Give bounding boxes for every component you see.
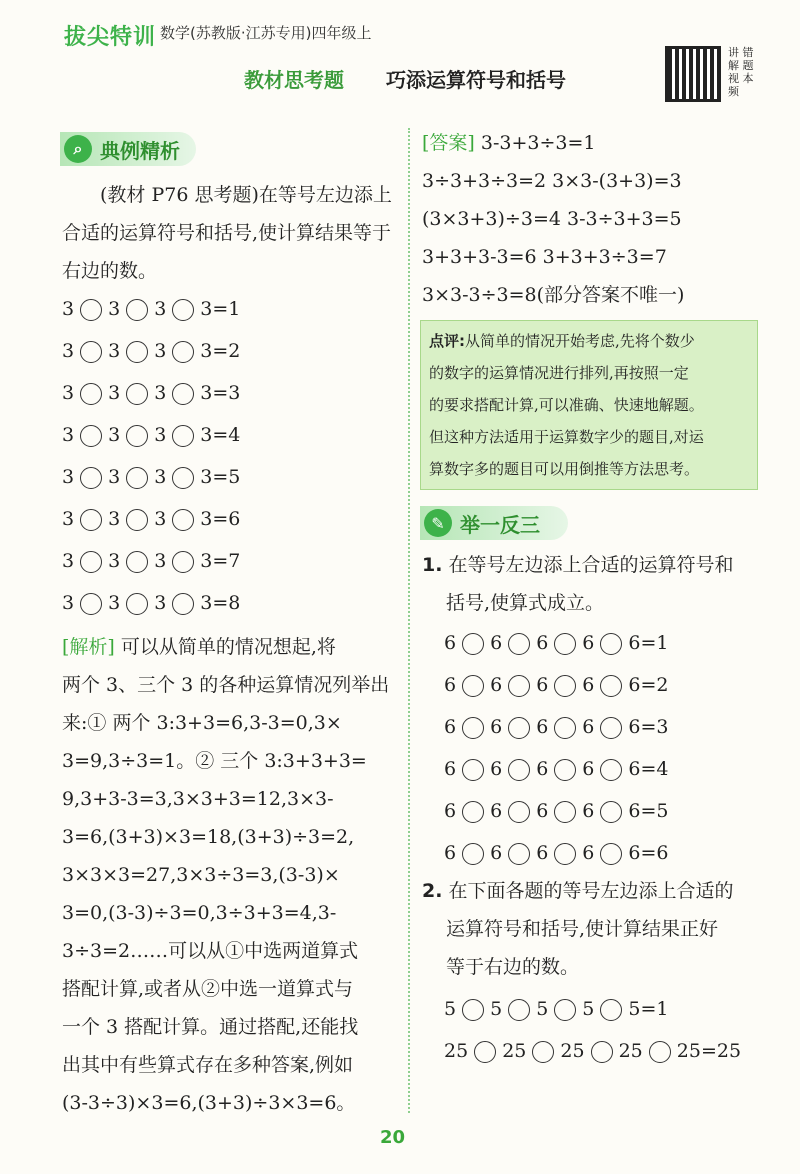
operand: 3	[62, 298, 75, 320]
operand: 6	[536, 800, 549, 822]
answer-line: (3×3+3)÷3=4 3-3÷3+3=5	[422, 208, 682, 230]
operand: 6	[444, 800, 457, 822]
question-1	[422, 546, 762, 622]
blank-circle-input[interactable]	[172, 593, 194, 615]
blank-circle-input[interactable]	[508, 759, 530, 781]
comment-line: 的要求搭配计算,可以准确、快速地解题。	[429, 396, 704, 414]
operand: 6	[444, 758, 457, 780]
qr-label-col1: 讲解视频	[728, 46, 739, 98]
q2-equation	[444, 988, 741, 1030]
analysis-line: 9,3+3-3=3,3×3+3=12,3×3-	[62, 788, 334, 810]
example-heading-label: 典例精析	[100, 138, 180, 163]
operand: 3	[62, 592, 75, 614]
operand: 5	[582, 998, 595, 1020]
blank-circle-input[interactable]	[172, 299, 194, 321]
operand: 6	[628, 674, 641, 696]
comment-line: 但这种方法适用于运算数字少的题目,对运	[429, 428, 704, 446]
operand: 6	[582, 800, 595, 822]
operand: 6	[536, 632, 549, 654]
analysis-line: 3×3×3=27,3×3÷3=3,(3-3)×	[62, 864, 340, 886]
operand: 3	[154, 550, 167, 572]
blank-circle-input[interactable]	[172, 509, 194, 531]
analysis-line: 3÷3=2……可以从①中选两道算式	[62, 940, 359, 962]
equation-result: =3	[640, 716, 669, 738]
operand: 6	[628, 632, 641, 654]
operand: 6	[490, 632, 503, 654]
blank-circle-input[interactable]	[600, 843, 622, 865]
q1-equation	[444, 832, 668, 874]
operand: 6	[582, 758, 595, 780]
blank-circle-input[interactable]	[462, 999, 484, 1021]
question-2	[422, 872, 762, 986]
operand: 5	[490, 998, 503, 1020]
blank-circle-input[interactable]	[126, 299, 148, 321]
equation-result: =6	[640, 842, 669, 864]
page-number: 20	[380, 1127, 406, 1148]
operand: 3	[200, 382, 213, 404]
pencil-icon: ✎	[424, 509, 452, 537]
operand: 3	[200, 424, 213, 446]
equation-result: =25	[700, 1040, 742, 1062]
operand: 3	[154, 298, 167, 320]
blank-circle-input[interactable]	[172, 467, 194, 489]
blank-circle-input[interactable]	[554, 633, 576, 655]
operand: 6	[490, 842, 503, 864]
blank-circle-input[interactable]	[600, 633, 622, 655]
example-heading	[60, 132, 196, 166]
operand: 3	[200, 340, 213, 362]
answer-line: 3÷3+3÷3=2 3×3-(3+3)=3	[422, 170, 682, 192]
blank-circle-input[interactable]	[508, 843, 530, 865]
operand: 6	[490, 800, 503, 822]
operand: 3	[108, 424, 121, 446]
operand: 6	[536, 674, 549, 696]
analysis-line: (3-3÷3)×3=6,(3+3)÷3×3=6。	[62, 1092, 356, 1114]
blank-circle-input[interactable]	[554, 717, 576, 739]
blank-circle-input[interactable]	[649, 1041, 671, 1063]
blank-circle-input[interactable]	[126, 341, 148, 363]
blank-circle-input[interactable]	[508, 675, 530, 697]
blank-circle-input[interactable]	[554, 675, 576, 697]
blank-circle-input[interactable]	[80, 383, 102, 405]
operand: 3	[154, 340, 167, 362]
blank-circle-input[interactable]	[474, 1041, 496, 1063]
search-icon: ⌕	[64, 135, 92, 163]
equation-result: =1	[640, 998, 669, 1020]
blank-circle-input[interactable]	[80, 467, 102, 489]
operand: 5	[628, 998, 641, 1020]
blank-circle-input[interactable]	[80, 593, 102, 615]
analysis-line: 3=0,(3-3)÷3=0,3÷3+3=4,3-	[62, 902, 337, 924]
blank-circle-input[interactable]	[80, 425, 102, 447]
q2-line: 2. 在下面各题的等号左边添上合适的	[422, 880, 734, 902]
answer-line: [答案] 3-3+3÷3=1	[422, 132, 596, 154]
blank-circle-input[interactable]	[532, 1041, 554, 1063]
operand: 3	[200, 466, 213, 488]
operand: 3	[62, 550, 75, 572]
operand: 3	[200, 592, 213, 614]
blank-circle-input[interactable]	[462, 633, 484, 655]
blank-circle-input[interactable]	[172, 425, 194, 447]
operand: 25	[618, 1040, 643, 1062]
blank-circle-input[interactable]	[126, 467, 148, 489]
answer-line: 3×3-3÷3=8(部分答案不唯一)	[422, 284, 685, 306]
operand: 6	[536, 842, 549, 864]
blank-circle-input[interactable]	[554, 801, 576, 823]
operand: 3	[108, 592, 121, 614]
operand: 6	[490, 758, 503, 780]
q1-equation	[444, 622, 668, 664]
q1-line: 括号,使算式成立。	[446, 592, 605, 614]
q1-equations	[444, 622, 668, 874]
operand: 6	[628, 758, 641, 780]
blank-circle-input[interactable]	[508, 801, 530, 823]
operand: 3	[108, 382, 121, 404]
qr-label	[728, 46, 754, 98]
example-equation	[62, 414, 240, 456]
equation-result: =4	[640, 758, 669, 780]
qr-code-icon	[665, 46, 721, 102]
operand: 6	[582, 674, 595, 696]
operand: 6	[444, 842, 457, 864]
q2-equation	[444, 1030, 741, 1072]
operand: 3	[154, 592, 167, 614]
operand: 3	[108, 466, 121, 488]
blank-circle-input[interactable]	[462, 843, 484, 865]
equation-result: =6	[212, 508, 241, 530]
blank-circle-input[interactable]	[600, 717, 622, 739]
brand-logo: 拔尖特训	[64, 25, 157, 50]
comment-label: 点评:	[429, 332, 465, 350]
operand: 5	[536, 998, 549, 1020]
operand: 6	[490, 716, 503, 738]
equation-result: =1	[640, 632, 669, 654]
blank-circle-input[interactable]	[591, 1041, 613, 1063]
blank-circle-input[interactable]	[508, 717, 530, 739]
blank-circle-input[interactable]	[126, 425, 148, 447]
example-equation	[62, 498, 240, 540]
q1-equation	[444, 790, 668, 832]
comment-line: 的数字的运算情况进行排列,再按照一定	[429, 364, 689, 382]
operand: 6	[628, 842, 641, 864]
analysis-line: 搭配计算,或者从②中选一道算式与	[62, 978, 354, 1000]
practice-heading-label: 举一反三	[460, 512, 540, 537]
analysis-line: 3=6,(3+3)×3=18,(3+3)÷3=2,	[62, 826, 355, 848]
q1-equation	[444, 706, 668, 748]
practice-heading	[420, 506, 568, 540]
example-equation	[62, 288, 240, 330]
blank-circle-input[interactable]	[600, 675, 622, 697]
blank-circle-input[interactable]	[462, 675, 484, 697]
operand: 6	[536, 758, 549, 780]
blank-circle-input[interactable]	[554, 759, 576, 781]
operand: 3	[108, 298, 121, 320]
analysis-line: 来:① 两个 3:3+3=6,3-3=0,3×	[62, 712, 342, 734]
comment-line: 算数字多的题目可以用倒推等方法思考。	[429, 460, 700, 478]
equation-result: =7	[212, 550, 241, 572]
operand: 25	[676, 1040, 701, 1062]
answer-line: 3+3+3-3=6 3+3+3÷3=7	[422, 246, 667, 268]
operand: 3	[62, 340, 75, 362]
operand: 25	[502, 1040, 527, 1062]
blank-circle-input[interactable]	[600, 759, 622, 781]
operand: 3	[62, 508, 75, 530]
blank-circle-input[interactable]	[600, 999, 622, 1021]
analysis-line: 两个 3、三个 3 的各种运算情况列举出	[62, 674, 390, 696]
column-divider	[408, 128, 410, 1113]
operand: 3	[62, 466, 75, 488]
q2-equations	[444, 988, 741, 1072]
example-equations	[62, 288, 240, 624]
example-equation	[62, 540, 240, 582]
blank-circle-input[interactable]	[126, 551, 148, 573]
answer-tag: [答案]	[422, 132, 475, 154]
equation-result: =3	[212, 382, 241, 404]
blank-circle-input[interactable]	[462, 759, 484, 781]
operand: 3	[200, 550, 213, 572]
operand: 25	[444, 1040, 469, 1062]
operand: 6	[582, 842, 595, 864]
q2-line: 运算符号和括号,使计算结果正好	[446, 918, 719, 940]
equation-result: =2	[640, 674, 669, 696]
operand: 3	[108, 550, 121, 572]
operand: 6	[582, 632, 595, 654]
answer-block	[422, 124, 762, 314]
equation-result: =5	[640, 800, 669, 822]
blank-circle-input[interactable]	[462, 801, 484, 823]
example-equation	[62, 582, 240, 624]
operand: 3	[154, 382, 167, 404]
book-subtitle: 数学(苏教版·江苏专用)四年级上	[160, 24, 372, 42]
blank-circle-input[interactable]	[80, 341, 102, 363]
operand: 3	[108, 508, 121, 530]
q1-equation	[444, 748, 668, 790]
operand: 3	[108, 340, 121, 362]
operand: 3	[62, 424, 75, 446]
blank-circle-input[interactable]	[554, 999, 576, 1021]
example-equation	[62, 330, 240, 372]
blank-circle-input[interactable]	[508, 999, 530, 1021]
analysis-line: 一个 3 搭配计算。通过搭配,还能找	[62, 1016, 359, 1038]
blank-circle-input[interactable]	[80, 551, 102, 573]
operand: 5	[444, 998, 457, 1020]
q1-number: 1.	[422, 554, 443, 576]
blank-circle-input[interactable]	[508, 633, 530, 655]
analysis-line: 3=9,3÷3=1。② 三个 3:3+3+3=	[62, 750, 367, 772]
q2-number: 2.	[422, 880, 443, 902]
blank-circle-input[interactable]	[80, 299, 102, 321]
blank-circle-input[interactable]	[172, 341, 194, 363]
equation-result: =2	[212, 340, 241, 362]
analysis-line: 出其中有些算式存在多种答案,例如	[62, 1054, 354, 1076]
operand: 3	[200, 508, 213, 530]
operand: 6	[628, 716, 641, 738]
operand: 6	[444, 632, 457, 654]
blank-circle-input[interactable]	[462, 717, 484, 739]
operand: 6	[444, 716, 457, 738]
example-equation	[62, 456, 240, 498]
problem-text: (教材 P76 思考题)在等号左边添上合适的运算符号和括号,使计算结果等于右边的数。	[62, 184, 392, 282]
equation-result: =5	[212, 466, 241, 488]
analysis-block	[62, 628, 398, 1122]
equation-result: =4	[212, 424, 241, 446]
blank-circle-input[interactable]	[554, 843, 576, 865]
blank-circle-input[interactable]	[600, 801, 622, 823]
blank-circle-input[interactable]	[126, 509, 148, 531]
example-equation	[62, 372, 240, 414]
section-title: 教材思考题	[244, 68, 344, 92]
section-subtitle: 巧添运算符号和括号	[386, 68, 566, 92]
blank-circle-input[interactable]	[126, 383, 148, 405]
operand: 3	[200, 298, 213, 320]
operand: 6	[444, 674, 457, 696]
comment-box	[420, 320, 758, 490]
q1-line: 1. 在等号左边添上合适的运算符号和	[422, 554, 734, 576]
operand: 3	[154, 466, 167, 488]
blank-circle-input[interactable]	[172, 551, 194, 573]
q2-line: 等于右边的数。	[446, 956, 580, 978]
operand: 3	[62, 382, 75, 404]
operand: 3	[154, 508, 167, 530]
q1-equation	[444, 664, 668, 706]
equation-result: =1	[212, 298, 241, 320]
operand: 6	[628, 800, 641, 822]
blank-circle-input[interactable]	[126, 593, 148, 615]
operand: 3	[154, 424, 167, 446]
analysis-tag: [解析]	[62, 636, 115, 658]
operand: 6	[490, 674, 503, 696]
operand: 25	[560, 1040, 585, 1062]
blank-circle-input[interactable]	[172, 383, 194, 405]
qr-label-col2: 错题本	[742, 46, 754, 85]
equation-result: =8	[212, 592, 241, 614]
operand: 6	[582, 716, 595, 738]
comment-line: 点评:从简单的情况开始考虑,先将个数少	[429, 332, 695, 350]
blank-circle-input[interactable]	[80, 509, 102, 531]
analysis-line: [解析] 可以从简单的情况想起,将	[62, 636, 336, 658]
operand: 6	[536, 716, 549, 738]
